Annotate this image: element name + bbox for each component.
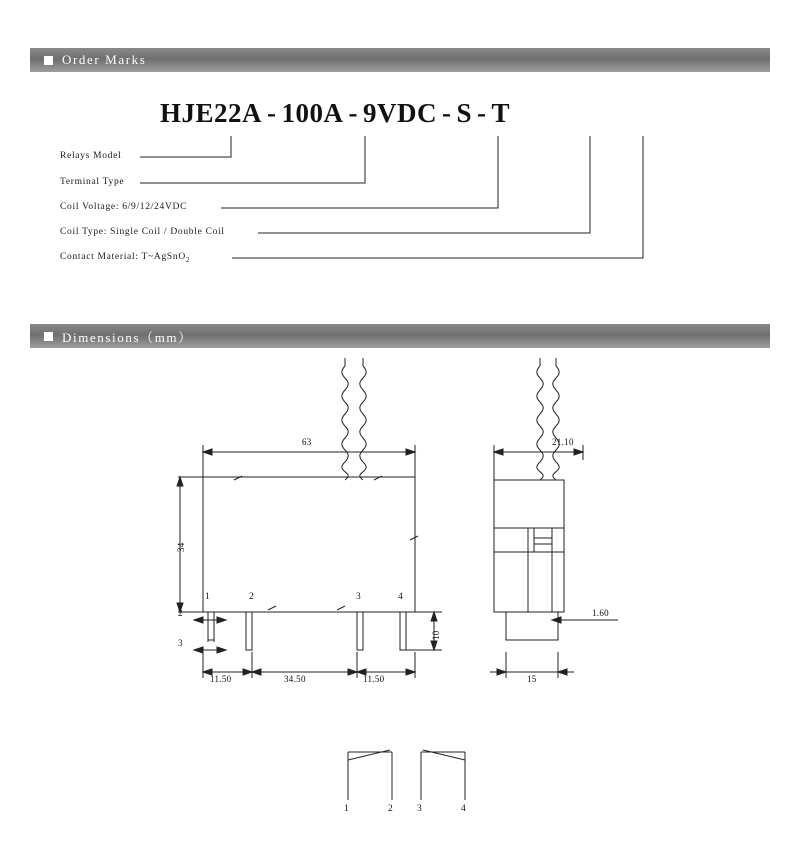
legend-item-terminal-type: Terminal Type [60, 177, 125, 187]
white-square-icon [44, 56, 53, 65]
dim-pin-width: 2 [178, 608, 183, 618]
pin-number-4: 4 [398, 592, 403, 602]
legend-contact-material-text: Contact Material: T~AgSnO [60, 252, 186, 262]
dim-front-height: 34 [176, 542, 186, 552]
order-code-dash-4: - [477, 98, 487, 128]
order-code-dash-3: - [442, 98, 452, 128]
order-code-part-coil-type: S [456, 98, 473, 128]
dim-pitch-2: 34.50 [284, 674, 306, 684]
dimension-drawing [0, 352, 800, 852]
schematic-pin-4: 4 [461, 804, 466, 814]
dim-front-width: 63 [302, 437, 312, 447]
order-code [160, 98, 660, 132]
legend-item-relays-model: Relays Model [60, 151, 122, 161]
dim-pitch-1: 11.50 [210, 674, 232, 684]
schematic-pin-3: 3 [417, 804, 422, 814]
schematic-pin-1: 1 [344, 804, 349, 814]
order-code-dash-1: - [267, 98, 277, 128]
order-code-part-terminal: 100A [281, 98, 344, 128]
white-square-icon [44, 332, 53, 341]
pin-number-1: 1 [205, 592, 210, 602]
dim-pin-offset: 3 [178, 638, 183, 648]
section-title-dimensions: Dimensions（mm） [62, 329, 193, 345]
pin-number-2: 2 [249, 592, 254, 602]
section-header-dimensions [30, 324, 770, 348]
legend-contact-material-subscript: 2 [185, 255, 191, 264]
twisted-wire-side [537, 358, 559, 480]
legend-item-coil-voltage: Coil Voltage: 6/9/12/24VDC [60, 202, 188, 212]
contact-schematic [348, 750, 465, 800]
section-title-order-marks: Order Marks [62, 52, 147, 67]
order-code-dash-2: - [348, 98, 359, 128]
dim-side-width: 21.10 [552, 437, 574, 447]
dim-pin-height: 10 [431, 630, 441, 640]
twisted-wire-front [342, 358, 366, 480]
dim-side-base: 15 [527, 674, 537, 684]
dim-pitch-3: 11.50 [363, 674, 385, 684]
order-code-part-model: HJE22A [160, 98, 263, 128]
schematic-pin-2: 2 [388, 804, 393, 814]
order-code-part-contact-material: T [491, 98, 511, 128]
order-code-part-voltage: 9VDC [363, 98, 438, 128]
legend-item-contact-material [60, 252, 190, 264]
legend-item-coil-type: Coil Type: Single Coil / Double Coil [60, 227, 225, 237]
dim-side-thickness: 1.60 [592, 608, 609, 618]
drawing-vector [0, 352, 800, 852]
section-header-order-marks [30, 48, 770, 72]
pin-number-3: 3 [356, 592, 361, 602]
order-marks-legend [0, 130, 800, 275]
